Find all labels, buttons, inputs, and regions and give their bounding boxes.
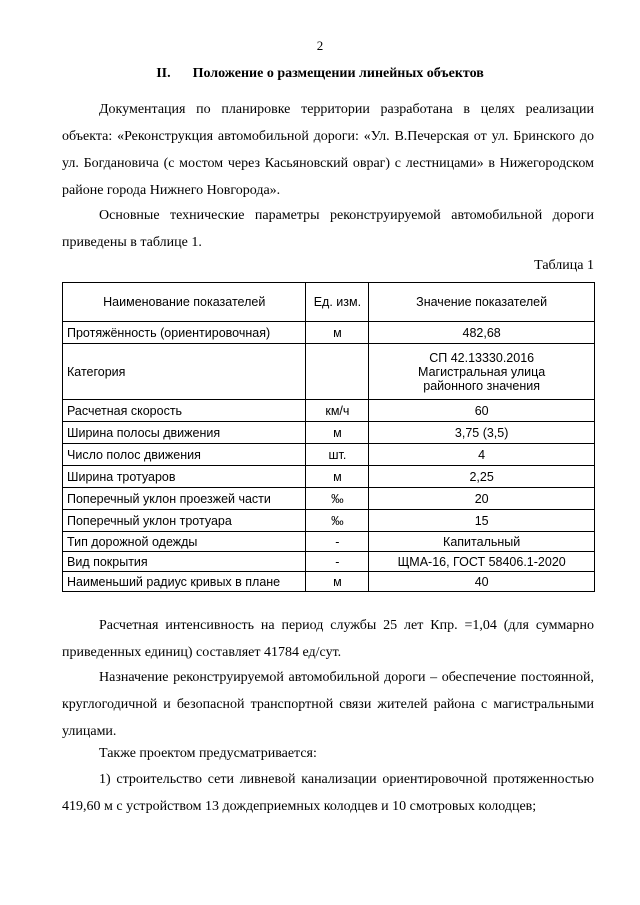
table-row: [63, 552, 595, 572]
header-name: Наименование показателей: [63, 283, 306, 322]
table-header-row: [63, 283, 595, 322]
table-row: [63, 344, 595, 400]
row-unit: ‰: [306, 488, 369, 510]
paragraph-purpose-of-reconstruction: Назначение реконструируемой автомобильной дороги – обеспечение постоянной, круглогодичной и безопасной транспортной связи жителей района с магистральными улицами.: [62, 670, 594, 739]
row-value: 4: [369, 444, 595, 466]
page-number: 2: [316, 38, 324, 53]
row-name: Протяжённость (ориентировочная): [63, 322, 306, 344]
table-row: [63, 466, 595, 488]
paragraph-intensity: Расчетная интенсивность на период службы 25 лет Кпр. =1,04 (для суммарно приведенных единиц) составляет 41784 ед/сут.: [62, 618, 594, 660]
row-unit: м: [306, 572, 369, 592]
header-value: Значение показателей: [369, 283, 595, 322]
table-row: [63, 400, 595, 422]
row-value: 482,68: [369, 322, 595, 344]
row-unit: км/ч: [306, 400, 369, 422]
row-value: 20: [369, 488, 595, 510]
row-value: ЩМА-16, ГОСТ 58406.1-2020: [369, 552, 595, 572]
row-value: 15: [369, 510, 595, 532]
row-unit: м: [306, 422, 369, 444]
row-value: 60: [369, 400, 595, 422]
paragraph-purpose: Документация по планировке территории разработана в целях реализации объекта: «Реконструкция автомобильной дороги: «Ул. В.Печерская от ул. Бринского до ул. Богдановича (с мостом через Касьяновский овраг) с лестницами» в Нижегородском районе города Нижнего Новгорода».: [62, 102, 594, 198]
row-unit: шт.: [306, 444, 369, 466]
row-unit: ‰: [306, 510, 369, 532]
table-row: [63, 322, 595, 344]
table-row: [63, 422, 595, 444]
row-unit: м: [306, 466, 369, 488]
row-name: Ширина полосы движения: [63, 422, 306, 444]
row-name: Расчетная скорость: [63, 400, 306, 422]
row-value: 3,75 (3,5): [369, 422, 595, 444]
section-title: Положение о размещении линейных объектов: [192, 66, 484, 81]
row-name: Ширина тротуаров: [63, 466, 306, 488]
row-name: Наименьший радиус кривых в плане: [63, 572, 306, 592]
row-name: Вид покрытия: [63, 552, 306, 572]
table-row: [63, 510, 595, 532]
table-row: [63, 572, 595, 592]
table-row: [63, 488, 595, 510]
table-caption: Таблица 1: [534, 258, 594, 273]
section-heading: [0, 66, 640, 82]
row-name: Число полос движения: [63, 444, 306, 466]
table-row: [63, 444, 595, 466]
row-value: СП 42.13330.2016 Магистральная улица районного значения: [369, 344, 595, 400]
row-value: Капитальный: [369, 532, 595, 552]
row-value: 40: [369, 572, 595, 592]
paragraph-item-1: 1) строительство сети ливневой канализации ориентировочной протяженностью 419,60 м с устройством 13 дождеприемных колодцев и 10 смотровых колодцев;: [62, 772, 594, 814]
row-unit: -: [306, 532, 369, 552]
row-name: Категория: [63, 344, 306, 400]
row-name: Тип дорожной одежды: [63, 532, 306, 552]
paragraph-also-provided: Также проектом предусматривается:: [99, 746, 317, 761]
section-number: II.: [156, 66, 171, 81]
table-row: [63, 532, 595, 552]
row-name: Поперечный уклон тротуара: [63, 510, 306, 532]
row-value: 2,25: [369, 466, 595, 488]
paragraph-params-intro: Основные технические параметры реконструируемой автомобильной дороги приведены в таблице 1.: [62, 208, 594, 250]
parameters-table: [62, 282, 595, 592]
row-unit: -: [306, 552, 369, 572]
row-name: Поперечный уклон проезжей части: [63, 488, 306, 510]
header-unit: Ед. изм.: [306, 283, 369, 322]
row-unit: [306, 344, 369, 400]
row-unit: м: [306, 322, 369, 344]
